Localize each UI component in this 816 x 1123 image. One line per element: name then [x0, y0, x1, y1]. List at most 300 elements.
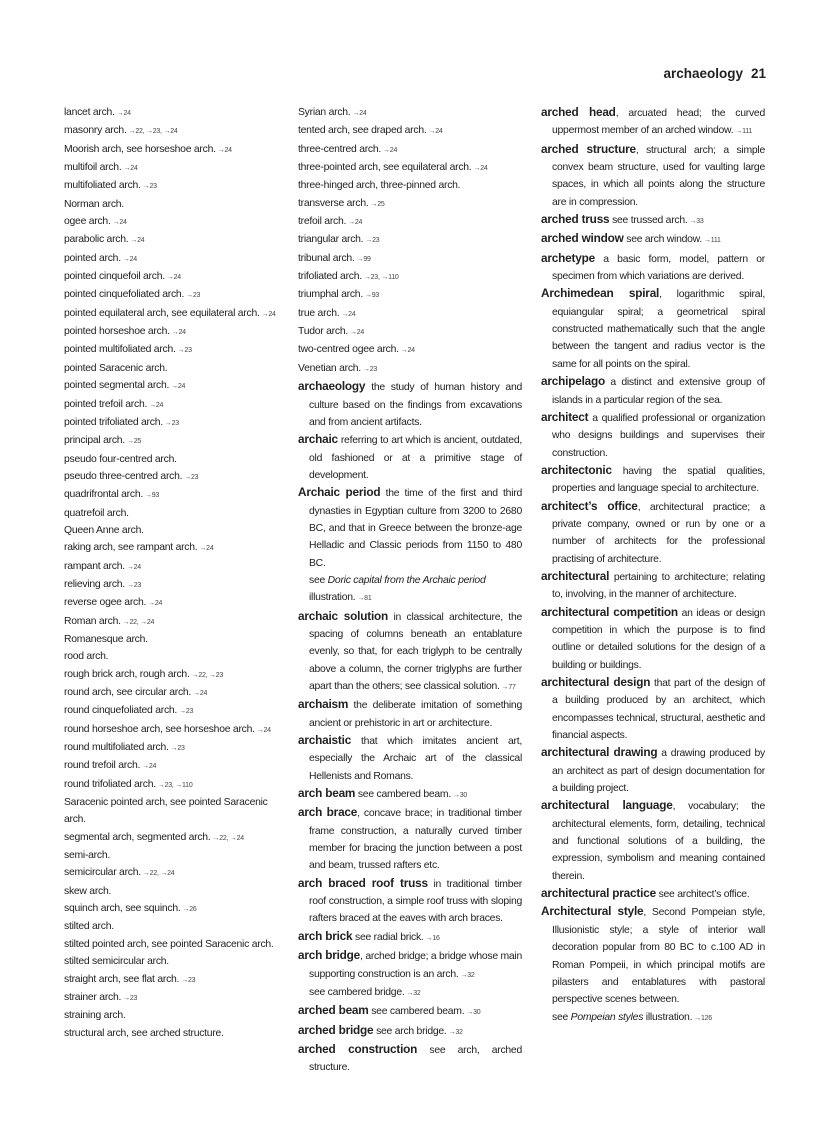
dictionary-entry: [541, 230, 765, 249]
headword: arched truss: [541, 212, 610, 227]
index-text: pointed horseshoe arch.: [64, 326, 170, 338]
index-line: [64, 159, 290, 177]
definition: , vocabulary; the architectural elements, form, detailing, technical and functional solutions of a building, the expression, symbolism and meaning contained therein.: [552, 801, 765, 882]
index-text: triangular arch.: [298, 234, 364, 246]
dictionary-entry: [541, 744, 765, 797]
index-text: pseudo three-centred arch.: [64, 470, 183, 482]
dictionary-entry: [298, 785, 522, 804]
definition: see arch bridge.: [376, 1025, 447, 1037]
headword: architectonic: [541, 462, 612, 477]
index-text: raking arch, see rampant arch.: [64, 542, 198, 554]
index-line: [64, 177, 290, 195]
index-text: round multifoliated arch.: [64, 742, 169, 754]
cross-ref: →24: [428, 128, 443, 136]
headword: archaistic: [298, 733, 352, 748]
cross-ref: →23: [186, 292, 201, 300]
headword: architectural competition: [541, 604, 678, 619]
definition: see trussed arch.: [612, 215, 688, 227]
cross-ref: →23, →110: [363, 274, 399, 282]
dictionary-entry: [541, 903, 765, 1008]
dictionary-entry: [298, 431, 522, 484]
index-line: [64, 323, 290, 341]
index-text: three-hinged arch, three-pinned arch.: [298, 180, 461, 192]
index-text: semicircular arch.: [64, 867, 141, 879]
cross-ref: →93: [145, 492, 160, 500]
headword: Architectural style: [541, 904, 644, 919]
definition: , logarithmic spiral, equiangular spiral; a geometrical spiral constructed mathematically such that the angle between the tangent and radius vector is the same for all points on the spiral.: [552, 289, 765, 370]
index-line: [64, 486, 290, 504]
see-prefix: see: [552, 1011, 569, 1023]
dictionary-entry: [298, 732, 522, 785]
headword: arched bridge: [298, 1022, 374, 1037]
index-text: parabolic arch.: [64, 234, 129, 246]
index-line: [64, 196, 290, 213]
index-line: [298, 323, 522, 341]
index-line: [64, 631, 290, 648]
index-text: stilted arch.: [64, 921, 114, 933]
see-suffix: illustration.: [309, 592, 356, 604]
index-line: [64, 721, 290, 739]
index-text: pointed arch.: [64, 252, 121, 264]
headword: arch braced roof truss: [298, 875, 428, 890]
index-text: triumphal arch.: [298, 289, 363, 301]
index-text: principal arch.: [64, 435, 125, 447]
header-title: archaeology: [663, 66, 743, 81]
index-text: three-centred arch.: [298, 143, 382, 155]
headword: archipelago: [541, 374, 606, 389]
cross-ref: →22, →23: [191, 671, 224, 679]
dictionary-entry: [298, 484, 522, 572]
index-text: round arch, see circular arch.: [64, 687, 192, 698]
cross-ref: →24: [171, 383, 186, 391]
index-text: ogee arch.: [64, 216, 111, 228]
cross-ref: →24: [112, 219, 127, 227]
headword: archaeology: [298, 379, 366, 394]
see-also-line: [298, 984, 522, 1002]
cross-ref: →24: [142, 763, 157, 771]
cross-ref: →24: [199, 545, 214, 553]
column-1: [64, 104, 290, 1042]
index-line: [64, 936, 290, 953]
index-text: round trifoliated arch.: [64, 778, 156, 790]
headword: architectural design: [541, 675, 651, 689]
index-line: [298, 250, 522, 268]
cross-ref: →32: [448, 1028, 463, 1036]
index-text: multifoliated arch.: [64, 180, 141, 192]
see-prefix: see cambered bridge.: [309, 986, 405, 998]
index-line: [64, 341, 290, 359]
index-line: [64, 505, 290, 522]
index-text: segmental arch, segmented arch.: [64, 831, 211, 843]
definition: in traditional timber roof construction, a simple roof truss with sloping rafters braced at the eaves with arch braces.: [309, 878, 522, 925]
index-line: [64, 702, 290, 720]
cross-ref: →23: [123, 994, 138, 1002]
cross-ref: →23: [362, 365, 377, 373]
index-text: masonry arch.: [64, 125, 127, 137]
index-line: [64, 1007, 290, 1024]
cross-ref: →111: [703, 237, 721, 245]
headword: arch beam: [298, 786, 356, 801]
dictionary-entry: [541, 409, 765, 462]
index-line: [64, 250, 290, 268]
definition: a basic form, model, pattern or specimen from which variations are derived.: [552, 253, 766, 283]
headword: arched structure: [541, 141, 636, 156]
cross-ref: →93: [364, 292, 380, 300]
index-line-continued: arch.: [64, 814, 86, 826]
cross-ref: →24: [383, 146, 398, 154]
definition: the study of human history and culture based on the findings from excavations and from ancient artifacts.: [309, 382, 523, 428]
cross-ref: →24: [217, 146, 232, 154]
dictionary-entry: [541, 373, 765, 409]
see-target: Doric capital from the Archaic period: [327, 574, 486, 586]
index-line: [64, 213, 290, 231]
index-text: round cinquefoliated arch.: [64, 705, 178, 717]
index-text: lancet arch.: [64, 107, 115, 118]
cross-ref: →22, →24: [142, 870, 175, 878]
cross-ref: →23, →110: [157, 781, 193, 789]
definition: a drawing produced by an architect as part of design documentation for a building project.: [552, 748, 765, 795]
index-line: [64, 757, 290, 775]
definition: pertaining to architecture; relating to, involving, in the manner of architecture.: [552, 571, 766, 601]
cross-ref: →26: [182, 906, 197, 914]
index-text: pointed cinquefoliated arch.: [64, 289, 185, 301]
index-text: pointed Saracenic arch.: [64, 362, 168, 374]
dictionary-entry: [541, 885, 765, 903]
index-text: stilted pointed arch, see pointed Saracenic arch.: [64, 938, 274, 950]
running-header: [663, 66, 766, 81]
index-line: [64, 594, 290, 612]
index-text: Norman arch.: [64, 198, 124, 210]
index-text: structural arch, see arched structure.: [64, 1027, 224, 1039]
headword: architectural practice: [541, 886, 656, 901]
index-text: quatrefoil arch.: [64, 507, 129, 519]
cross-ref: →24: [256, 726, 271, 734]
headword: architectural drawing: [541, 745, 658, 760]
dictionary-entry: [541, 797, 765, 885]
headword: arched beam: [298, 1003, 369, 1018]
index-text: Saracenic pointed arch, see pointed Saracenic: [64, 797, 268, 809]
definition: see arch, arched structure.: [309, 1044, 522, 1074]
cross-ref: →22, →24: [122, 618, 155, 626]
definition: an ideas or design competition in which the purpose is to find outline or detailed solutions for the design of a building or buildings.: [552, 607, 765, 671]
index-text: semi-arch.: [64, 850, 110, 862]
definition: that which imitates ancient art, especially the Archaic art of the classical Hellenists and Romans.: [309, 736, 522, 782]
index-line: [298, 141, 522, 159]
index-line: [64, 776, 290, 794]
cross-ref: →126: [694, 1014, 712, 1022]
index-line: [64, 451, 290, 468]
cross-ref: →24: [130, 237, 145, 245]
index-line: [64, 414, 290, 432]
index-text: trefoil arch.: [298, 216, 347, 228]
index-text: squinch arch, see squinch.: [64, 903, 181, 915]
index-line: [64, 864, 290, 882]
cross-ref: →32: [460, 971, 475, 979]
dictionary-entry: [541, 104, 765, 141]
index-text: pointed multifoliated arch.: [64, 344, 176, 356]
definition: referring to art which is ancient, outdated, old fashioned or at a primitive stage of development.: [309, 435, 522, 481]
cross-ref: →24: [123, 165, 138, 173]
index-line: [64, 468, 290, 486]
definition: , structural arch; a simple convex beam structure, used for vaulting large spaces, in which all points along the structure are in compression.: [552, 144, 765, 208]
cross-ref: →22, →24: [212, 834, 244, 842]
index-line: [298, 360, 522, 378]
index-text: skew arch.: [64, 885, 112, 897]
cross-ref: →99: [356, 255, 371, 263]
index-line: [298, 195, 522, 213]
index-text: relieving arch.: [64, 578, 125, 590]
index-text: straight arch, see flat arch.: [64, 973, 180, 985]
headword: archaism: [298, 697, 349, 712]
definition: in classical architecture, the spacing of columns beneath an entablature evenly, so that, for each triglyph to be centrally above a column, the corner triglyphs are further apart than the others; see classical solution.: [309, 611, 523, 692]
index-text: rood arch.: [64, 651, 109, 663]
cross-ref: →23: [179, 708, 194, 716]
index-line: [64, 847, 290, 864]
index-line: [64, 739, 290, 757]
index-line: [298, 268, 522, 286]
headword: architect: [541, 409, 589, 424]
cross-ref: →24: [148, 600, 163, 608]
definition: see arch window.: [626, 234, 702, 246]
headword: archetype: [541, 250, 595, 265]
index-line: [64, 286, 290, 304]
cross-ref: →24: [341, 310, 356, 318]
dictionary-entry: [298, 696, 522, 732]
index-text: transverse arch.: [298, 197, 369, 209]
index-line: [64, 122, 290, 140]
definition: having the spatial qualities, properties and language special to architecture.: [552, 465, 765, 495]
cross-ref: →25: [126, 438, 141, 446]
index-line: [64, 648, 290, 665]
dictionary-entry: [541, 568, 765, 604]
cross-ref: →23: [164, 419, 179, 427]
cross-ref: →30: [452, 792, 468, 800]
see-also-line: [298, 572, 522, 608]
index-text: three-pointed arch, see equilateral arch.: [298, 162, 472, 174]
index-text: reverse ogee arch.: [64, 597, 147, 609]
index-line: [298, 177, 522, 194]
index-text: pointed equilateral arch, see equilateral arch.: [64, 307, 260, 319]
definition: , arcuated head; the curved uppermost member of an arched window.: [552, 108, 765, 137]
index-line: [298, 104, 522, 122]
index-text: rough brick arch, rough arch.: [64, 668, 190, 680]
index-line: [64, 989, 290, 1007]
index-line: [64, 971, 290, 989]
index-text: Queen Anne arch.: [64, 524, 144, 536]
see-target: Pompeian styles: [570, 1011, 644, 1023]
dictionary-entry: [541, 462, 765, 498]
index-line: [64, 539, 290, 557]
definition: , Second Pompeian style, Illusionistic style; a style of interior wall decoration popular from 80 BC to c.100 AD in Roman Pompeii, in which principal motifs are pilasters and entablatures with pastoral perspective scenes between.: [552, 907, 765, 1006]
headword: archaic solution: [298, 608, 389, 623]
cross-ref: →24: [126, 563, 141, 571]
index-line: [64, 1025, 290, 1042]
index-text: round horseshoe arch, see horseshoe arch.: [64, 723, 255, 735]
dictionary-entry: [541, 141, 765, 211]
see-prefix: see: [309, 574, 326, 586]
index-line: [64, 231, 290, 249]
cross-ref: →24: [166, 274, 181, 282]
see-also-line: [541, 1009, 765, 1027]
definition: a distinct and extensive group of islands in a particular region of the sea.: [552, 377, 765, 406]
definition: see radial brick.: [355, 931, 424, 943]
index-text: pointed trefoil arch.: [64, 398, 148, 410]
cross-ref: →24: [348, 219, 363, 227]
dictionary-entry: [298, 875, 522, 928]
cross-ref: →24: [261, 310, 276, 318]
headword: Archimedean spiral: [541, 286, 660, 301]
cross-ref: →23: [142, 183, 157, 191]
definition: the time of the first and third dynasties in Egyptian culture from 3200 to 2680 BC, and that in Greece between the bronze-age Helladic and Classic periods from 1150 to 480 BC.: [309, 488, 522, 569]
index-line: [64, 104, 290, 122]
index-line: [64, 576, 290, 594]
index-text: tented arch, see draped arch.: [298, 125, 427, 137]
headword: arched construction: [298, 1041, 418, 1056]
index-text: rampant arch.: [64, 560, 125, 572]
index-line: [298, 122, 522, 140]
index-line: [64, 883, 290, 900]
index-text: two-centred ogee arch.: [298, 344, 399, 356]
cross-ref: →77: [501, 684, 516, 691]
index-text: Syrian arch.: [298, 107, 351, 118]
cross-ref: →22, →23, →24: [128, 128, 178, 136]
index-line: [64, 377, 290, 395]
index-line: [64, 396, 290, 414]
index-text: Tudor arch.: [298, 326, 348, 338]
cross-ref: →23: [177, 347, 192, 355]
cross-ref: →23: [184, 473, 199, 481]
cross-ref: →24: [473, 165, 488, 173]
index-text: Roman arch.: [64, 615, 121, 627]
definition: the deliberate imitation of something ancient or prehistoric in art or architecture.: [309, 700, 522, 729]
index-text: pointed trifoliated arch.: [64, 416, 163, 428]
dictionary-entry: [541, 211, 765, 230]
index-text: true arch.: [298, 307, 340, 319]
dictionary-entry: [541, 250, 765, 286]
index-line: [64, 522, 290, 539]
definition: that part of the design of a building produced by an architect, which encompasses technical, structural, aesthetic and financial aspects.: [552, 678, 765, 742]
column-3: [541, 104, 765, 1027]
index-text: Venetian arch.: [298, 362, 361, 374]
definition: see cambered beam.: [357, 789, 451, 801]
headword: Archaic period: [298, 485, 381, 500]
index-line: [298, 286, 522, 304]
headword: arch brick: [298, 928, 353, 943]
dictionary-entry: [298, 928, 522, 947]
dictionary-entry: [541, 285, 765, 373]
cross-ref: →24: [149, 401, 164, 409]
index-line: [64, 829, 290, 847]
index-text: tribunal arch.: [298, 252, 355, 264]
cross-ref: →24: [171, 329, 186, 337]
headword: arch brace: [298, 805, 358, 820]
index-line: [298, 341, 522, 359]
index-text: Moorish arch, see horseshoe arch.: [64, 143, 216, 155]
definition: see cambered beam.: [371, 1006, 465, 1018]
index-text: pointed cinquefoil arch.: [64, 271, 165, 283]
index-line: [64, 268, 290, 286]
dictionary-entry: [298, 378, 522, 431]
headword: arched window: [541, 231, 624, 246]
definition: see architect’s office.: [658, 889, 750, 901]
cross-ref: →24: [116, 110, 131, 117]
cross-ref: →25: [370, 200, 385, 208]
cross-ref: →33: [689, 218, 704, 226]
index-text: quadrifrontal arch.: [64, 489, 143, 501]
index-line: [298, 305, 522, 323]
dictionary-entry: [298, 1041, 522, 1077]
dictionary-entry: [541, 498, 765, 568]
index-text: stilted semicircular arch.: [64, 956, 169, 968]
cross-ref: →23: [181, 976, 196, 984]
cross-ref: →81: [357, 595, 372, 603]
index-line: [64, 684, 290, 702]
index-line: [64, 305, 290, 323]
column-2: [298, 104, 522, 1077]
dictionary-entry: [298, 804, 522, 874]
cross-ref: →24: [193, 690, 208, 697]
index-text: strainer arch.: [64, 991, 122, 1003]
cross-ref: →24: [122, 255, 137, 263]
index-line: [64, 918, 290, 935]
dictionary-entry: [298, 947, 522, 984]
index-line: [64, 666, 290, 684]
see-suffix: illustration.: [645, 1011, 693, 1023]
headword: architectural language: [541, 798, 673, 813]
cross-ref: →111: [735, 128, 752, 136]
index-line: [64, 432, 290, 450]
index-text: pseudo four-centred arch.: [64, 453, 177, 465]
index-line: [298, 159, 522, 177]
headword: arch bridge: [298, 948, 361, 963]
headword: architect’s office: [541, 498, 638, 513]
dictionary-entry: [541, 604, 765, 674]
index-text: Romanesque arch.: [64, 633, 148, 645]
cross-ref: →24: [350, 329, 365, 337]
page-number: 21: [750, 66, 766, 81]
index-line: [64, 558, 290, 576]
cross-ref: →23: [365, 237, 380, 245]
index-text: pointed segmental arch.: [64, 380, 170, 392]
definition: , arched bridge; a bridge whose main supporting construction is an arch.: [309, 951, 523, 980]
dictionary-entry: [298, 1002, 522, 1021]
definition: , architectural practice; a private company, owned or run by one or a number of architects for the professional practising of architecture.: [552, 501, 765, 565]
index-line: [64, 613, 290, 631]
headword: archaic: [298, 432, 338, 447]
index-line: [298, 213, 522, 231]
index-line: [64, 360, 290, 377]
dictionary-entry: [541, 674, 765, 744]
definition: a qualified professional or organization who designs buildings and supervises their construction.: [552, 412, 765, 459]
definition: , concave brace; in traditional timber frame construction, a naturally curved timber member for bracing the junction between a post and beam, trussed rafters etc.: [309, 808, 522, 872]
index-text: straining arch.: [64, 1010, 126, 1022]
index-text: multifoil arch.: [64, 162, 122, 174]
cross-ref: →23: [126, 581, 141, 589]
dictionary-entry: [298, 1022, 522, 1041]
headword: arched head: [541, 105, 616, 119]
index-line: [298, 231, 522, 249]
index-line: [64, 794, 290, 811]
index-line: [64, 953, 290, 970]
index-text: trifoliated arch.: [298, 271, 362, 283]
cross-ref: →23: [170, 745, 185, 753]
cross-ref: →16: [425, 934, 440, 942]
index-text: round trefoil arch.: [64, 760, 141, 772]
cross-ref: →24: [352, 110, 367, 117]
cross-ref: →24: [400, 347, 415, 355]
dictionary-entry: [298, 608, 522, 697]
index-line: [64, 900, 290, 918]
